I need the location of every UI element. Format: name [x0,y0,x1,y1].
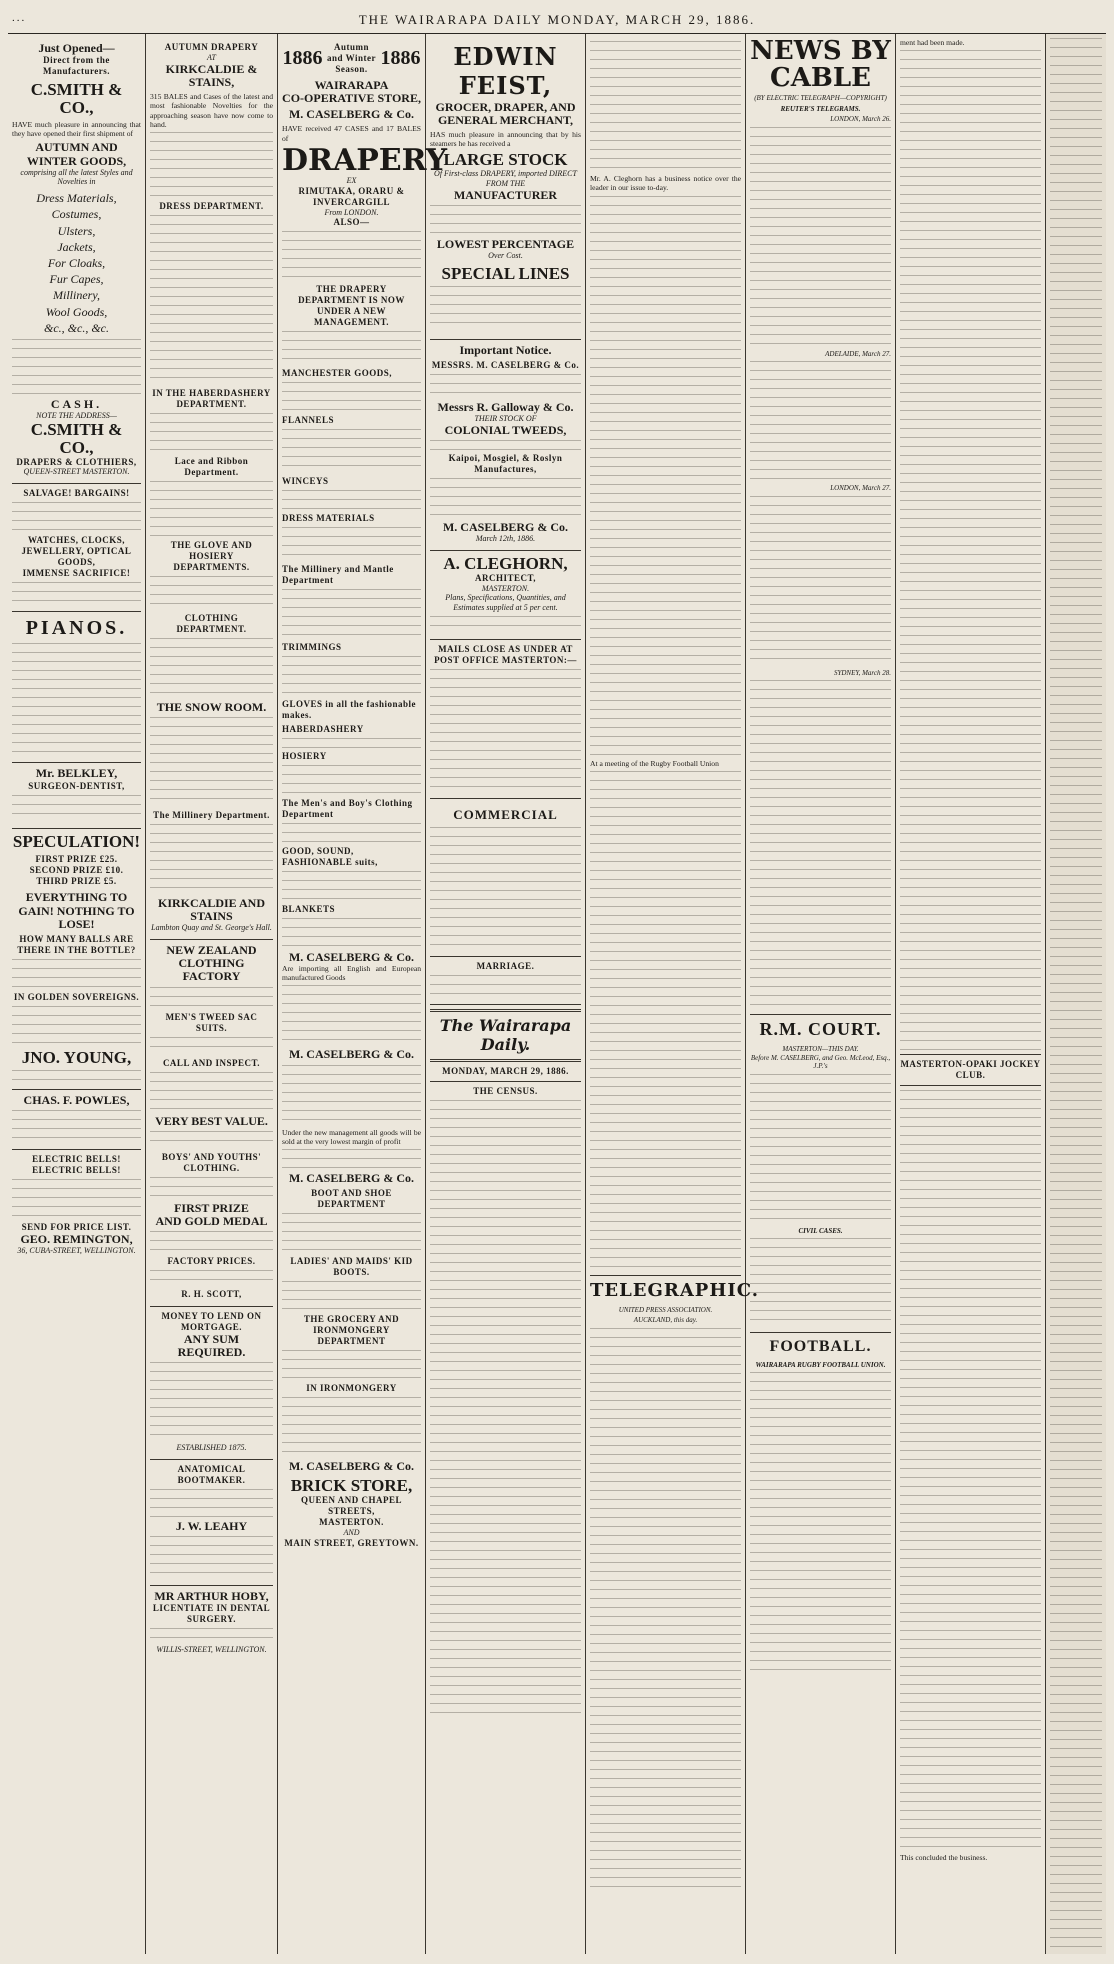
ad-hosiery: HOSIERY [282,750,327,761]
ad-body-text [150,1362,273,1440]
ad-second-prize: SECOND PRIZE £10. [29,865,124,876]
court-body [750,1074,891,1224]
ad-merchant-name: C.SMITH & CO., [30,80,123,117]
ad-season-year-left: 1886 [282,46,323,69]
ad-clothing-dept: CLOTHING DEPARTMENT. [176,612,247,634]
ad-body-text [430,440,581,450]
marriage-body [430,975,581,995]
ad-season-banner [282,42,421,75]
paper-date: MONDAY, MARCH 29, 1886. [442,1065,569,1076]
ad-body-text [150,1072,273,1112]
divider [900,1054,1041,1055]
ad-goods-item: &c., &c., &c. [44,320,109,335]
ad-body-text [150,1231,273,1253]
ad-at: AT [206,52,217,62]
ad-feist-name: EDWIN FEIST, [453,42,558,101]
column-5 [586,34,760,1954]
ad-kirk-intro: 315 BALES and Cases of the latest and most fashionable Novelties for the approaching season have now come to hand. [150,92,273,129]
ad-goods-list [12,190,141,336]
ad-body-text [282,231,421,281]
ad-important-head: Important Notice. [459,342,552,357]
ad-kirkcaldie [150,38,273,940]
ad-powles-name: CHAS. F. POWLES, [23,1092,130,1107]
ad-body-text [150,215,273,385]
rm-court-head: R.M. COURT. [759,1019,882,1040]
masthead [8,8,1106,34]
ad-kirk-name-2: KIRKCALDIE AND STAINS [157,895,265,924]
ad-speculation-head: SPECULATION! [12,831,141,851]
divider [900,1085,1041,1086]
ad-body-text [12,1070,141,1080]
ad-plans: Plans, Specifications, Quantities, and Estimates supplied at 5 per cent. [445,593,566,613]
ad-feist-grocer: GROCER, DRAPER, AND GENERAL MERCHANT, [435,99,576,127]
dateline-london-2: LONDON, March 27. [830,484,891,493]
ad-pianos [12,612,141,763]
ad-goods-item: Wool Goods, [45,304,108,319]
commercial-section [430,799,581,957]
ad-note-address: NOTE THE ADDRESS— [36,411,117,421]
ad-haber-dept: IN THE HABERDASHERY DEPARTMENT. [152,388,271,410]
ad-speculation [12,829,141,1090]
ad-body-text [282,823,421,843]
divider [590,1275,741,1276]
ad-messrs: MESSRS. M. CASELBERG & Co. [431,359,580,370]
ad-first-class: Of First-class DRAPERY, imported DIRECT FROM THE [434,169,577,188]
news-cleghorn-note: Mr. A. Cleghorn has a business notice over the leader in our issue to-day. [590,174,741,193]
ad-body-text [12,339,141,395]
football-head: FOOTBALL. [769,1338,872,1356]
ad-body-text [12,502,141,532]
column-3 [278,34,448,1954]
ad-autumn-drapery: AUTUMN DRAPERY [164,42,259,52]
ad-first-prize: FIRST PRIZE [174,1200,249,1215]
ad-boot-dept: BOOT AND SHOE DEPARTMENT [311,1188,392,1210]
ad-hoby-address: WILLIS-STREET, WELLINGTON. [156,1645,267,1655]
ad-hoby-name: MR ARTHUR HOBY, [154,1589,269,1604]
news-rugby-union: At a meeting of the Rugby Football Union [590,758,719,768]
ad-gloves: GLOVES in all the fashionable makes. [282,699,417,720]
news-by-cable-head: NEWS BY CABLE [750,36,891,93]
ad-powles [12,1090,141,1150]
ad-body-text [430,478,581,518]
ad-body-text [282,1397,421,1457]
census-body [430,1100,581,1720]
ad-brick-address: QUEEN AND CHAPEL STREETS, [300,1495,402,1517]
ad-greytown: MAIN STREET, GREYTOWN. [284,1537,419,1548]
news-body-text [590,41,741,171]
ad-electric-head: ELECTRIC BELLS! ELECTRIC BELLS! [32,1153,121,1175]
ad-body-text [12,959,141,989]
ad-body-text [150,1536,273,1576]
ad-glove-dept: THE GLOVE AND HOSIERY DEPARTMENTS. [170,539,253,572]
ad-body-text [150,1270,273,1286]
margin-filler [1050,38,1102,1954]
ad-dept-new: THE DRAPERY DEPARTMENT IS NOW UNDER A NEW MANAGEMENT. [298,284,405,328]
column-4 [426,34,586,1954]
ad-watches: WATCHES, CLOCKS, JEWELLERY, OPTICAL GOODS, [21,535,132,568]
ad-body-text [150,1131,273,1149]
ad-mens-suits: MEN'S TWEED SAC SUITS. [165,1011,258,1033]
ad-electric-bells [12,1150,141,1262]
union-head: WAIRARAPA RUGBY FOOTBALL UNION. [755,1360,886,1369]
ad-goods-heading: AUTUMN AND WINTER GOODS, [26,140,127,168]
ad-caselberg [282,38,448,1555]
ad-scott: R. H. SCOTT, [181,1289,242,1299]
court-before: Before M. CASELBERG, and Geo. McLeod, Esq., J.P.'s [750,1053,891,1071]
leader [430,1009,581,1720]
ad-comprising: comprising all the latest Styles and Novelties in [20,167,133,187]
ad-brick-store: BRICK STORE, [290,1476,413,1496]
ad-caselberg-5: M. CASELBERG & Co. [288,1459,414,1474]
ad-body-text [282,1281,421,1311]
by-telegraph: (BY ELECTRIC TELEGRAPH—COPYRIGHT) [754,94,887,103]
ad-importing: Are importing all English and European manufactured Goods [282,963,421,983]
ad-body-text [282,382,421,412]
auckland-dateline: AUCKLAND, this day. [633,1316,698,1325]
ad-colonial: COLONIAL TWEEDS, [444,422,567,437]
ad-ships: RIMUTAKA, ORARU & INVERCARGILL [298,185,405,207]
jockey-body [900,1090,1041,1850]
concluded-note: This concluded the business. [900,1853,988,1863]
ad-blankets: BLANKETS [282,903,336,914]
ad-flannels: FLANNELS [282,415,335,426]
ad-feist [430,38,581,340]
telegraphic-head: TELEGRAPHIC. [590,1279,760,1301]
ad-stock-of: THEIR STOCK OF [474,414,537,424]
ad-body-text [150,1177,273,1199]
ad-body-text [430,616,581,630]
united-press: UNITED PRESS ASSOCIATION. [618,1305,713,1314]
ad-body-text [150,481,273,537]
ad-sovereigns: IN GOLDEN SOVEREIGNS. [13,991,140,1002]
ad-body-text [282,429,421,473]
ad-body-text [12,582,141,602]
ad-goods-item: Dress Materials, [36,191,117,206]
ad-body-text [282,1065,421,1125]
ad-hoby [150,1586,273,1661]
ad-under-new: Under the new management all goods will be sold at the very lowest margin of profit [282,1127,421,1146]
dateline-sydney: SYDNEY, March 28. [833,668,891,677]
ad-kirk-address: Lambton Quay and St. George's Hall. [151,923,272,933]
ad-cleghorn-address: MASTERTON. [481,583,530,593]
ad-sacrifice: IMMENSE SACRIFICE! [22,568,131,579]
ad-money-head: MONEY TO LEND ON MORTGAGE. [161,1310,262,1332]
ad-body-text [282,1213,421,1253]
page-number: ... [12,12,27,24]
ad-body-text [12,1006,141,1046]
ad-boys: BOYS' AND YOUTHS' CLOTHING. [161,1151,262,1173]
ad-merchant-name-2: C.SMITH & CO., [30,419,123,457]
ad-season-year-right: 1886 [380,46,421,69]
marriage-section [430,957,581,1005]
ad-snow-room: THE SNOW ROOM. [156,699,267,714]
ad-body-text [282,589,421,639]
ad-from-london: From LONDON. [324,207,379,217]
ad-important-notice [430,340,581,551]
ad-goods-item: Ulsters, [57,223,96,238]
ad-subhead: Direct from the Manufacturers. [42,55,111,77]
ad-body-text [150,987,273,1009]
ad-body-text [150,717,273,807]
ad-boys-dept: The Men's and Boy's Clothing Department [282,797,413,819]
ad-money [150,1307,273,1460]
ad-caselberg: M. CASELBERG & Co. [442,519,568,534]
paper-title: The Wairarapa Daily. [439,1015,572,1055]
ad-intro: HAVE much pleasure in announcing that they have opened their first shipment of [12,119,141,139]
ad-lowest: LOWEST PERCENTAGE [436,236,575,251]
divider [750,1332,891,1333]
ad-body-text [150,1628,273,1642]
ad-cleghorn [430,551,581,640]
divider [430,1059,581,1062]
court-body [750,1238,891,1328]
ad-remington-address: 36, CUBA-STREET, WELLINGTON. [17,1245,136,1255]
ad-dress-dept: DRESS DEPARTMENT. [159,201,264,212]
ad-bootmaker [150,1460,273,1586]
mails-head: MAILS CLOSE AS UNDER AT POST OFFICE MASTERTON:— [434,643,577,665]
ad-first-prize: FIRST PRIZE £25. [35,854,118,865]
ad-dentist-sub: SURGEON-DENTIST, [28,780,125,791]
column-7 [896,34,1046,1954]
ad-drapers: DRAPERS & CLOTHIERS, [16,456,137,467]
ad-send: SEND FOR PRICE LIST. [21,1221,132,1232]
ad-headline: Just Opened— [38,41,115,55]
ad-nz-clothing-head: NEW ZEALAND CLOTHING FACTORY [166,943,257,984]
ad-remington: GEO. REMINGTON, [20,1231,133,1246]
ad-body-text [150,413,273,453]
ad-salvage-head: SALVAGE! BARGAINS! [23,488,130,499]
news-body-text [590,196,741,756]
census-head: THE CENSUS. [473,1085,538,1096]
ad-drapery: DRAPERY [282,142,448,178]
ad-nz-clothing [150,940,273,1307]
ad-salvage [12,484,141,612]
ad-kaipoi: Kaipoi, Mosgiel, & Roslyn Manufactures, [448,453,563,474]
ad-dentist [12,763,141,828]
ad-grocery: THE GROCERY AND IRONMONGERY DEPARTMENT [303,1314,400,1347]
ad-cash: CASH. [50,396,103,411]
ad-and: AND [343,1528,360,1537]
ad-body-text [150,824,273,894]
ad-body-text [282,918,421,948]
ad-pianos-head: PIANOS. [25,617,128,640]
ad-ex: EX [346,175,357,185]
ad-goods-item: Jackets, [57,239,96,254]
ad-body-text [430,374,581,398]
dateline-london: LONDON, March 26. [830,115,891,124]
ad-young: JNO. YOUNG, [21,1047,132,1067]
ad-masterton: MASTERTON. [319,1517,384,1528]
ad-third-prize: THIRD PRIZE £5. [36,876,117,887]
ad-goods-item: Fur Capes, [49,272,104,287]
ad-body-text [282,656,421,696]
column-2 [146,34,278,1954]
page-margin [1046,34,1106,1954]
columns [8,34,1106,1954]
ad-wairarapa: WAIRARAPA [314,77,389,92]
ad-best-value: VERY BEST VALUE. [155,1113,268,1128]
dateline-adelaide: ADELAIDE, March 27. [825,349,891,358]
ad-galloway: Messrs R. Galloway & Co. [437,399,574,414]
ad-cleghorn-name: A. CLEGHORN, [443,553,568,573]
ad-body-text [282,490,421,510]
column-1 [8,34,146,1954]
ad-caselberg-name: M. CASELBERG & Co. [288,107,414,122]
ad-body-text [12,643,141,753]
ad-everything: EVERYTHING TO GAIN! NOTHING TO LOSE! [18,890,135,931]
ad-body-text [150,638,273,698]
ad-body-text [150,1037,273,1055]
football-body [750,1372,891,1672]
ad-dentist-name: Mr. BELKLEY, [35,766,118,781]
ad-dress-materials: DRESS MATERIALS [282,513,375,524]
column-6 [746,34,896,1954]
ad-haber: HABERDASHERY [282,723,364,734]
ad-body-text [12,795,141,819]
ad-good-sound: GOOD, SOUND, FASHIONABLE suits, [282,845,378,867]
news-body-text [900,50,1041,1050]
ad-body-text [430,286,581,330]
ad-smith-just-opened [12,38,141,484]
ad-caselberg-4: M. CASELBERG & Co. [288,1171,414,1186]
mails-notice [430,640,581,799]
ad-body-text [430,205,581,235]
ad-body-text [12,1110,141,1140]
ad-architect: ARCHITECT, [474,572,537,583]
telegraphic-body [590,1328,741,1888]
civil-cases: CIVIL CASES. [798,1226,843,1235]
ad-trimmings: TRIMMINGS [282,642,342,653]
ad-body-text [150,132,273,198]
ad-established: ESTABLISHED 1875. [176,1443,247,1453]
ad-body-text [282,1350,421,1380]
cable-body [750,496,891,666]
ad-body-text [150,576,273,610]
ad-lace-dept: Lace and Ribbon Department. [174,456,249,477]
ad-body-text [282,765,421,795]
news-continued: ment had been made. [900,38,965,47]
masterton-dateline: MASTERTON—THIS DAY. [782,1045,859,1054]
ad-winceys: WINCEYS [282,476,329,487]
ad-millinery-dept: The Millinery Department. [153,809,270,820]
ad-coop-store: CO-OPERATIVE STORE, [282,91,421,106]
ad-how-many: HOW MANY BALLS ARE THERE IN THE BOTTLE? [17,933,136,955]
ad-body-text [282,1149,421,1169]
ad-goods-item: For Cloaks, [47,255,106,270]
ad-call: CALL AND INSPECT. [162,1057,261,1068]
divider [430,1009,581,1012]
ad-also: ALSO— [333,217,370,228]
ad-leahy: J. W. LEAHY [175,1518,248,1533]
masthead-title: THE WAIRARAPA DAILY MONDAY, MARCH 29, 1886. [358,12,756,27]
jockey-club-head: MASTERTON-OPAKI JOCKEY CLUB. [900,1059,1041,1081]
cable-body [750,127,891,347]
ad-special-lines: SPECIAL LINES [441,263,570,283]
ad-ironmongery: IN IRONMONGERY [306,1383,397,1394]
ad-kirk-name: KIRKCALDIE & STAINS, [165,61,258,89]
ad-millinery: The Millinery and Mantle Department [282,564,394,586]
ad-body-text [150,1489,273,1517]
ad-caselberg-2: M. CASELBERG & Co. [288,949,414,964]
commercial-head: COMMERCIAL [453,806,558,822]
ad-date: March 12th, 1886. [475,534,536,544]
commercial-body [430,827,581,947]
ad-hoby-sub: LICENTIATE IN DENTAL SURGERY. [152,1603,271,1625]
mails-body [430,669,581,789]
ad-manufacturer: MANUFACTURER [453,187,558,202]
ad-street: QUEEN-STREET MASTERTON. [23,467,130,477]
ad-factory-prices: FACTORY PRICES. [167,1256,256,1267]
cable-body [750,361,891,481]
ad-body-text [12,1179,141,1219]
ad-ladies-boots: LADIES' AND MAIDS' KID BOOTS. [290,1256,413,1278]
ad-have-received: HAVE received 47 CASES and 17 BALES of [282,124,421,143]
ad-manchester: MANCHESTER GOODS, [282,368,393,379]
ad-body-text [282,871,421,901]
news-body-text [590,771,741,1271]
ad-anatomical: ANATOMICAL BOOTMAKER. [177,1464,246,1485]
ad-any-sum: ANY SUM REQUIRED. [177,1331,246,1360]
ad-large-stock: LARGE STOCK [443,150,568,170]
ad-body-text [282,527,421,561]
reuter-head: REUTER'S TELEGRAMS. [780,104,861,113]
ad-caselberg-3: M. CASELBERG & Co. [288,1047,414,1062]
ad-goods-item: Costumes, [51,207,102,222]
ad-body-text [282,738,421,748]
ad-feist-intro: HAS much pleasure in announcing that by his steamers he has received a [430,129,581,149]
marriage-head: MARRIAGE. [476,960,535,971]
ad-body-text [282,985,421,1045]
ad-season-label: Autumn and Winter Season. [327,42,376,74]
divider [430,1081,581,1082]
cable-body [750,680,891,1010]
ad-over-cost: Over Cost. [488,251,523,261]
divider [750,1014,891,1015]
ad-body-text [282,331,421,365]
ad-gold-medal: AND GOLD MEDAL [155,1213,268,1228]
ad-goods-item: Millinery, [53,288,100,303]
